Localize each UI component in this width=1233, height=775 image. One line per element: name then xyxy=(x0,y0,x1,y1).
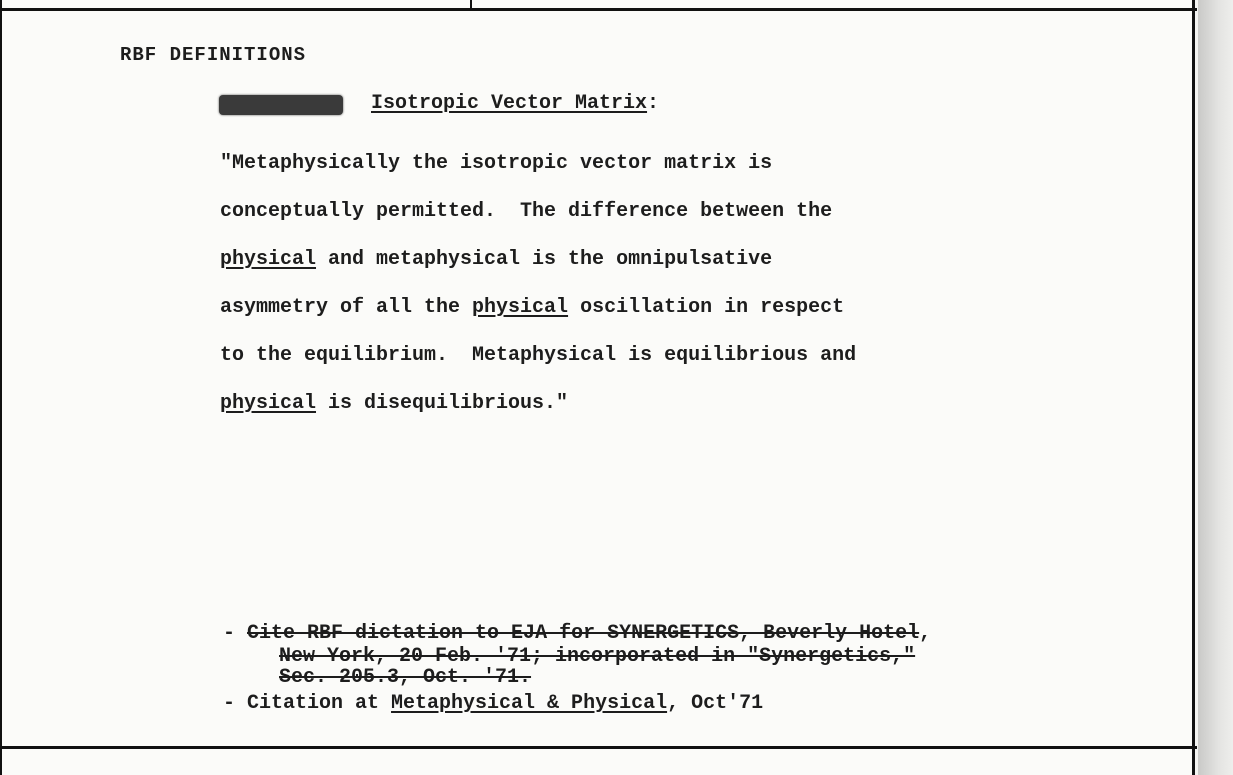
struck-text: Cite RBF dictation to EJA for SYNERGETICS, Beverly Hotel xyxy=(247,622,920,645)
citation-prefix: - Citation at xyxy=(223,692,392,715)
quote-line xyxy=(220,140,856,188)
struck-text: Sec. 205.3, Oct. '71. xyxy=(279,666,532,689)
quote-line xyxy=(220,284,856,332)
top-rule xyxy=(2,8,1197,11)
quote-line xyxy=(220,236,856,284)
citation-link[interactable]: Metaphysical & Physical xyxy=(391,692,668,715)
citation-line xyxy=(223,692,763,715)
definition-quote xyxy=(220,140,856,428)
quote-line xyxy=(220,332,856,380)
quote-text: to the equilibrium. Metaphysical is equilibrious and xyxy=(220,344,857,367)
quote-text: asymmetry of all the xyxy=(220,296,473,319)
quote-text: is disequilibrious." xyxy=(316,392,569,415)
term-text: Isotropic Vector Matrix xyxy=(371,92,648,115)
quote-line xyxy=(220,380,856,428)
struck-citation-line-1 xyxy=(223,622,931,645)
quote-text: oscillation in respect xyxy=(568,296,845,319)
quote-text: "Metaphysically the isotropic vector matrix is xyxy=(220,152,773,175)
card-header: RBF DEFINITIONS xyxy=(120,44,307,66)
underlined-word: physical xyxy=(220,392,317,415)
struck-citation-line-2 xyxy=(279,645,915,668)
quote-text: conceptually permitted. The difference between the xyxy=(220,200,833,223)
quote-text: and metaphysical is the omnipulsative xyxy=(316,248,773,271)
bottom-rule xyxy=(2,746,1197,749)
page-edge-shadow xyxy=(1198,0,1233,775)
top-tick xyxy=(470,0,472,9)
quote-line xyxy=(220,188,856,236)
citation-dash: - xyxy=(223,622,248,645)
underlined-word: physical xyxy=(220,248,317,271)
redaction-mark xyxy=(219,95,343,115)
struck-citation-line-3 xyxy=(279,666,531,689)
struck-tail: , xyxy=(919,622,932,645)
term-title xyxy=(371,92,659,115)
underlined-word: physical xyxy=(472,296,569,319)
struck-text: New York, 20 Feb. '71; incorporated in "Synergetics," xyxy=(279,645,916,668)
citation-suffix: , Oct'71 xyxy=(667,692,764,715)
term-colon: : xyxy=(647,92,660,115)
